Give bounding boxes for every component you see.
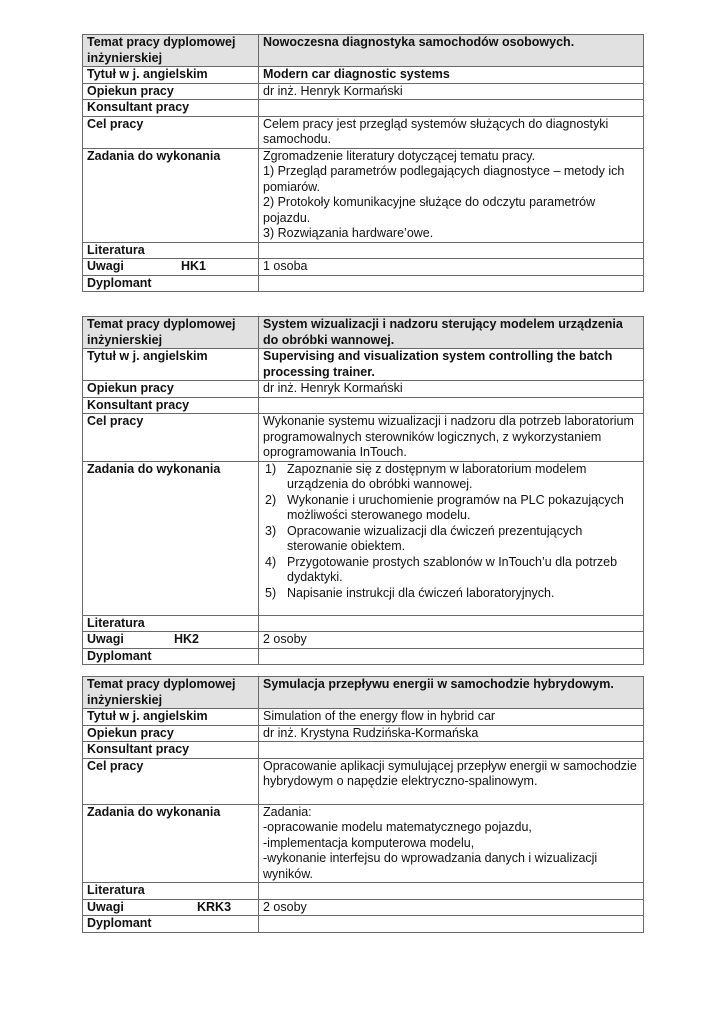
english-title-label: Tytuł w j. angielskim [83,349,259,381]
remarks-value: 1 osoba [259,259,644,276]
thesis-table-hk1 [82,34,644,292]
goal-row [83,758,644,804]
goal-value: Opracowanie aplikacji symulującej przepływ energii w samochodzie hybrydowym o napędzie elektryczno-spalinowym. [259,758,644,804]
task-item [263,493,639,524]
remarks-label-cell [83,899,259,916]
consultant-value [259,742,644,759]
supervisor-value: dr inż. Krystyna Rudzińska-Kormańska [259,725,644,742]
topic-row [83,35,644,67]
tasks-value [259,804,644,883]
consultant-label: Konsultant pracy [83,397,259,414]
literature-label: Literatura [83,242,259,259]
english-title-label: Tytuł w j. angielskim [83,709,259,726]
topic-row [83,317,644,349]
task-text: Wykonanie i uruchomienie programów na PLC pokazujących możliwości sterowanego modelu. [287,492,624,522]
task-number: 1) [265,461,277,476]
consultant-label: Konsultant pracy [83,742,259,759]
topic-value: Symulacja przepływu energii w samochodzie hybrydowym. [259,677,644,709]
literature-row [83,615,644,632]
task-item [263,586,639,602]
task-item: -opracowanie modelu matematycznego pojazdu, [263,820,532,834]
literature-label: Literatura [83,615,259,632]
tasks-value [259,461,644,615]
goal-label: Cel pracy [83,758,259,804]
supervisor-value: dr inż. Henryk Kormański [259,83,644,100]
remarks-label: Uwagi [87,632,124,646]
goal-row [83,116,644,148]
task-item [263,555,639,586]
tasks-value [259,148,644,242]
remarks-label: Uwagi [87,899,124,914]
consultant-row [83,100,644,117]
remarks-row [83,899,644,916]
remarks-row [83,632,644,649]
goal-value: Celem pracy jest przegląd systemów służących do diagnostyki samochodu. [259,116,644,148]
topic-label: Temat pracy dyplomowej inżynierskiej [83,317,259,349]
literature-row [83,242,644,259]
student-row [83,648,644,665]
literature-row [83,883,644,900]
supervisor-row [83,381,644,398]
supervisor-row [83,83,644,100]
student-value [259,916,644,933]
supervisor-label: Opiekun pracy [83,725,259,742]
english-title-value: Modern car diagnostic systems [259,67,644,84]
english-title-row [83,349,644,381]
task-number: 2) [265,492,277,507]
task-item [263,524,639,555]
literature-value [259,883,644,900]
goal-label: Cel pracy [83,116,259,148]
english-title-label: Tytuł w j. angielskim [83,67,259,84]
tasks-intro: Zgromadzenie literatury dotyczącej tematu pracy. [263,148,536,163]
tasks-row [83,804,644,883]
task-item: 2) Protokoły komunikacyjne służące do odczytu parametrów pojazdu. [263,195,596,225]
goal-value: Wykonanie systemu wizualizacji i nadzoru dla potrzeb laboratorium programowalnych sterowników logicznych, z wykorzystaniem oprogramowania InTouch. [259,414,644,462]
remarks-row [83,259,644,276]
student-row [83,916,644,933]
tasks-label: Zadania do wykonania [83,461,259,615]
english-title-row [83,709,644,726]
literature-value [259,242,644,259]
thesis-code: HK2 [174,632,200,646]
supervisor-label: Opiekun pracy [83,381,259,398]
consultant-value [259,100,644,117]
tasks-row [83,461,644,615]
thesis-table-krk3 [82,676,644,933]
task-item: 3) Rozwiązania hardware’owe. [263,226,434,240]
supervisor-row [83,725,644,742]
consultant-value [259,397,644,414]
student-label: Dyplomant [83,916,259,933]
english-title-row [83,67,644,84]
student-label: Dyplomant [83,648,259,665]
goal-row [83,414,644,462]
task-number: 5) [265,585,277,600]
literature-value [259,615,644,632]
tasks-label: Zadania do wykonania [83,148,259,242]
tasks-intro: Zadania: [263,804,312,819]
student-value [259,648,644,665]
remarks-label: Uwagi [87,259,124,273]
thesis-code: KRK3 [197,899,232,914]
topic-label: Temat pracy dyplomowej inżynierskiej [83,677,259,709]
student-value [259,275,644,292]
task-item: 1) Przegląd parametrów podlegających diagnostyce – metody ich pomiarów. [263,164,625,194]
english-title-value: Supervising and visualization system controlling the batch processing trainer. [259,349,644,381]
tasks-row [83,148,644,242]
consultant-label: Konsultant pracy [83,100,259,117]
goal-label: Cel pracy [83,414,259,462]
topic-value: Nowoczesna diagnostyka samochodów osobowych. [259,35,644,67]
remarks-label-cell [83,259,259,276]
thesis-table-hk2 [82,316,644,665]
tasks-label: Zadania do wykonania [83,804,259,883]
topic-value: System wizualizacji i nadzoru sterujący modelem urządzenia do obróbki wannowej. [259,317,644,349]
task-item: -implementacja komputerowa modelu, [263,835,475,850]
supervisor-label: Opiekun pracy [83,83,259,100]
task-number: 4) [265,554,277,569]
student-label: Dyplomant [83,275,259,292]
consultant-row [83,397,644,414]
remarks-value: 2 osoby [259,632,644,649]
task-text: Zapoznanie się z dostępnym w laboratorium modelem urządzenia do obróbki wannowej. [287,461,587,491]
remarks-value: 2 osoby [259,899,644,916]
student-row [83,275,644,292]
task-text: Przygotowanie prostych szablonów w InTouch’u dla potrzeb dydaktyki. [287,554,618,584]
remarks-label-cell [83,632,259,649]
thesis-code: HK1 [181,259,207,273]
tasks-list [263,462,639,602]
task-number: 3) [265,523,277,538]
task-text: Opracowanie wizualizacji dla ćwiczeń prezentujących sterowanie obiektem. [287,523,583,553]
task-text: Napisanie instrukcji dla ćwiczeń laboratoryjnych. [287,585,555,600]
supervisor-value: dr inż. Henryk Kormański [259,381,644,398]
task-item: -wykonanie interfejsu do wprowadzania danych i wizualizacji wyników. [263,851,598,881]
task-item [263,462,639,493]
literature-label: Literatura [83,883,259,900]
topic-row [83,677,644,709]
topic-label: Temat pracy dyplomowej inżynierskiej [83,35,259,67]
english-title-value: Simulation of the energy flow in hybrid car [259,709,644,726]
consultant-row [83,742,644,759]
